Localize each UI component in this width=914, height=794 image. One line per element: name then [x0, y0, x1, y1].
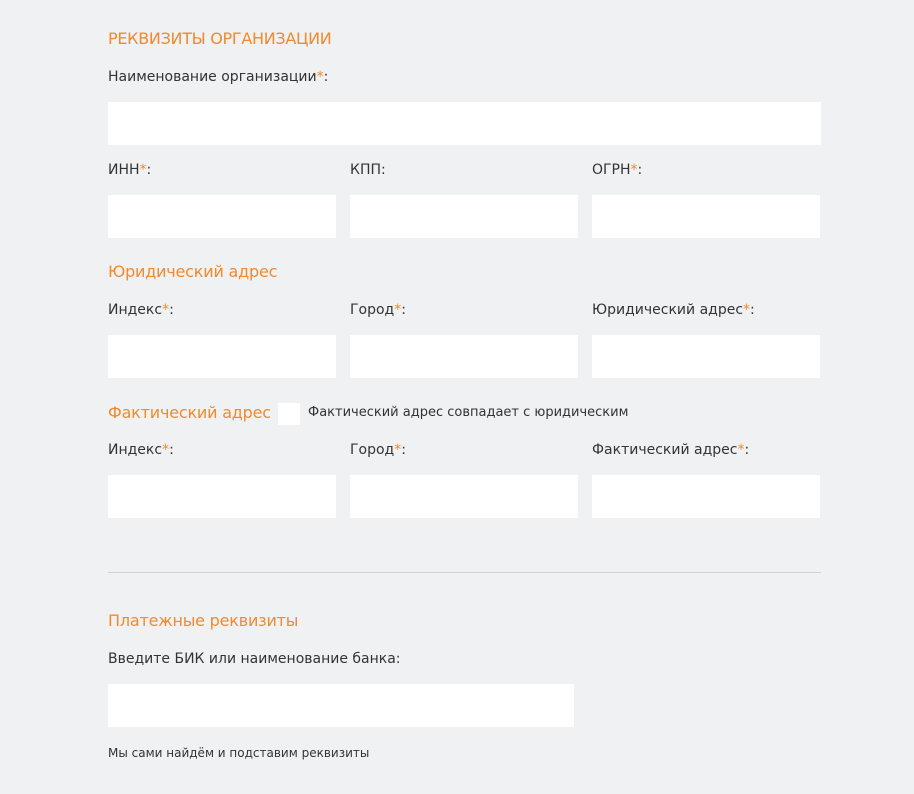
legal-index-input[interactable] — [108, 335, 336, 378]
label-colon: : — [146, 162, 152, 178]
legal-city-label — [350, 301, 406, 319]
inn-input[interactable] — [108, 195, 336, 238]
label-colon: : — [637, 162, 643, 178]
actual-city-label-text: Город — [350, 442, 395, 458]
label-colon: : — [323, 69, 329, 85]
actual-address-label-text: Фактический адрес — [592, 442, 738, 458]
org-section-title: РЕКВИЗИТЫ ОРГАНИЗАЦИИ — [108, 29, 332, 48]
required-asterisk: * — [316, 69, 324, 85]
required-asterisk: * — [394, 442, 402, 458]
kpp-label — [350, 161, 386, 179]
legal-index-label — [108, 301, 174, 319]
legal-city-input[interactable] — [350, 335, 578, 378]
actual-city-label — [350, 441, 406, 459]
legal-address-label — [592, 301, 755, 319]
actual-address-input[interactable] — [592, 475, 820, 518]
payment-section-title: Платежные реквизиты — [108, 611, 299, 630]
same-address-checkbox[interactable] — [278, 403, 300, 425]
required-asterisk: * — [162, 302, 170, 318]
label-colon: : — [744, 442, 750, 458]
label-colon: : — [750, 302, 755, 318]
label-colon: : — [169, 442, 174, 458]
actual-index-label — [108, 441, 174, 459]
required-asterisk: * — [139, 162, 147, 178]
legal-address-input[interactable] — [592, 335, 820, 378]
actual-address-title: Фактический адрес — [108, 403, 271, 422]
ogrn-label — [592, 161, 642, 179]
ogrn-label-text: ОГРН — [592, 162, 631, 178]
required-asterisk: * — [630, 162, 638, 178]
required-asterisk: * — [394, 302, 402, 318]
section-divider — [108, 572, 821, 573]
actual-index-label-text: Индекс — [108, 442, 163, 458]
actual-index-input[interactable] — [108, 475, 336, 518]
legal-city-label-text: Город — [350, 302, 395, 318]
legal-address-label-text: Юридический адрес — [592, 302, 744, 318]
same-address-checkbox-label[interactable]: Фактический адрес совпадает с юридическим — [308, 405, 629, 420]
kpp-label-text: КПП — [350, 162, 381, 178]
label-colon: : — [401, 302, 406, 318]
actual-city-input[interactable] — [350, 475, 578, 518]
inn-label — [108, 161, 151, 179]
actual-address-label — [592, 441, 749, 459]
required-asterisk: * — [162, 442, 170, 458]
label-colon: : — [401, 442, 406, 458]
required-asterisk: * — [737, 442, 745, 458]
ogrn-input[interactable] — [592, 195, 820, 238]
org-name-label — [108, 68, 328, 86]
legal-address-title: Юридический адрес — [108, 262, 278, 281]
kpp-input[interactable] — [350, 195, 578, 238]
org-name-input[interactable] — [108, 102, 821, 145]
bank-search-label: Введите БИК или наименование банка: — [108, 651, 401, 667]
label-colon: : — [381, 162, 386, 178]
org-name-label-text: Наименование организации — [108, 69, 317, 85]
bank-search-input[interactable] — [108, 684, 574, 727]
bank-search-hint: Мы сами найдём и подставим реквизиты — [108, 746, 370, 760]
legal-index-label-text: Индекс — [108, 302, 163, 318]
inn-label-text: ИНН — [108, 162, 140, 178]
label-colon: : — [169, 302, 174, 318]
required-asterisk: * — [743, 302, 751, 318]
